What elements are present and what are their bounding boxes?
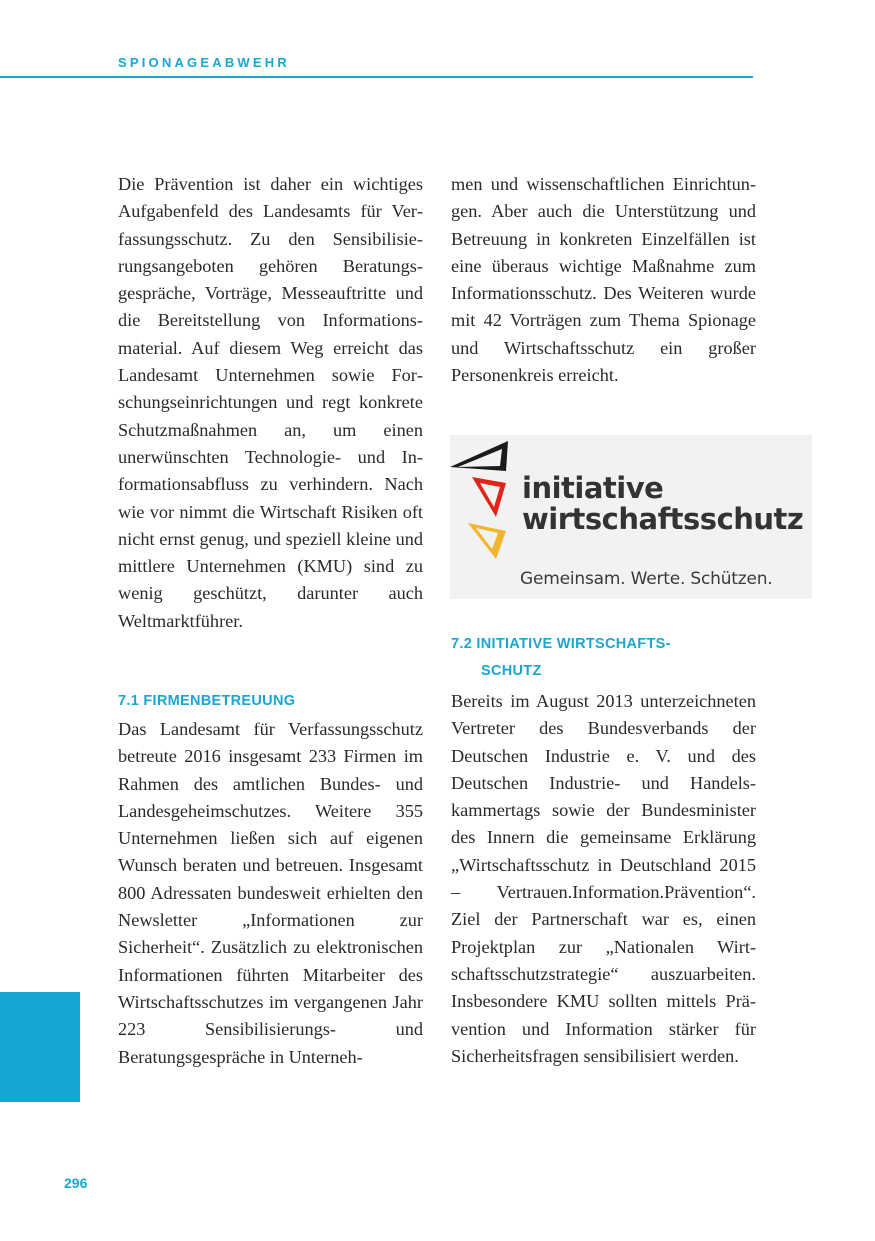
side-tab-marker [0,992,80,1102]
section-heading-7-2-line2: SCHUTZ [481,663,542,679]
logo-line-2: wirtschaftsschutz [522,502,804,536]
logo-triangles-icon [450,435,530,570]
firmenbetreuung-paragraph: Das Landesamt für Verfassungsschutz betreute 2016 insgesamt 233 Firmen im Rahmen des amtlichen Bundes- und Landesgeheimschutzes. Weitere 355 Unternehmen ließen sich auf eigenen Wunsch beraten und betreuen. Insgesamt 800 Adressaten bundesweit erhielten den Newsletter „Informationen zur Sicherheit“. Zusätzlich zu elektronischen Informationen führten Mitarbeiter des Wirtschaftsschutzes im vergangenen Jahr 223 Sensibilisierungs- und Beratungsgespräche in Unterneh- [118,719,423,1067]
page-number: 296 [64,1175,88,1191]
header-rule [0,76,753,78]
section-heading-7-2-line1: 7.2 INITIATIVE WIRTSCHAFTS- [451,636,671,652]
left-column-intro [118,171,423,635]
logo-title [522,473,803,535]
right-column-continuation [451,171,756,389]
section-heading-7-1: 7.1 FIRMENBETREUUNG [118,693,296,709]
initiative-wirtschaftsschutz-logo [450,435,812,599]
logo-tagline: Gemeinsam. Werte. Schützen. [520,569,773,589]
continuation-paragraph: men und wissenschaftlichen Einrichtungen. Aber auch die Unterstützung und Betreuung in konkreten Einzelfällen ist eine überaus wichtige Maßnahme zum Informationsschutz. Des Weiteren wurde mit 42 Vorträgen zum Thema Spionage und Wirtschaftsschutz ein großer Personenkreis erreicht. [451,174,756,386]
initiative-paragraph: Bereits im August 2013 unterzeichneten Vertreter des Bundesverbands der Deutschen Industrie e. V. und des Deutschen Industrie- und Handelskammertags sowie der Bundesminister des Innern die gemeinsame Erklärung „Wirtschaftsschutz in Deutschland 2015 – Vertrauen.Information.Prävention“. Ziel der Partnerschaft war es, einen Projektplan zur „Nationalen Wirtschaftsschutzstrategie“ auszuarbeiten. Insbesondere KMU sollten mittels Prävention und Information stärker für Sicherheitsfragen sensibilisiert werden. [451,691,756,1066]
intro-paragraph: Die Prävention ist daher ein wichtiges Aufgabenfeld des Landesamts für Verfassungsschutz. Zu den Sensibilisierungsangeboten gehören Beratungsgespräche, Vorträge, Messeauftritte und die Bereitstellung von Informationsmaterial. Auf diesem Weg erreicht das Landesamt Unternehmen sowie Forschungseinrichtungen und regt konkrete Schutzmaßnahmen an, um einen unerwünschten Technologie- und Informationsabfluss zu verhindern. Nach wie vor nimmt die Wirtschaft Risiken oft nicht ernst genug, und speziell kleine und mittlere Unternehmen (KMU) sind zu wenig geschützt, darunter auch Weltmarktführer. [118,174,423,631]
running-header: SPIONAGEABWEHR [118,55,290,70]
left-column-section [118,716,423,1071]
right-column-section [451,688,756,1070]
logo-line-1: initiative [522,471,664,505]
section-heading-7-2 [451,631,751,685]
